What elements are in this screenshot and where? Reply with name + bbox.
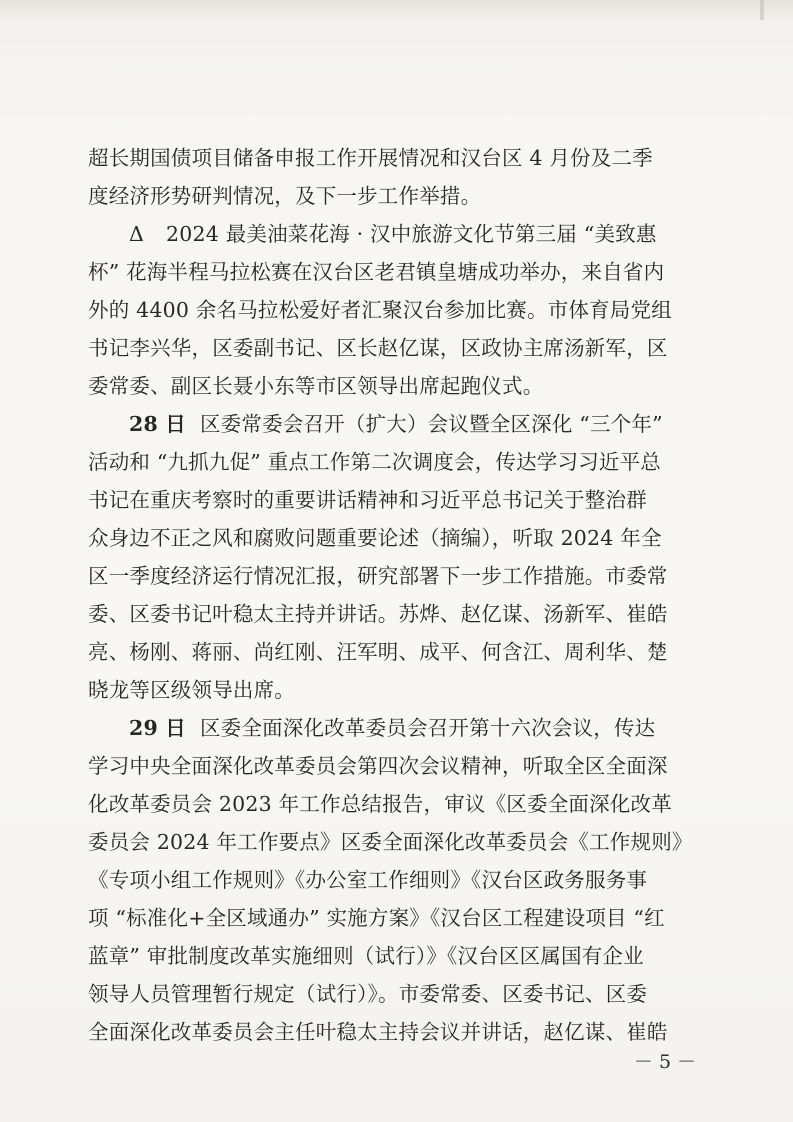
- paragraph-3-line-7: 亮、杨刚、蒋丽、尚红刚、汪军明、成平、何含江、周利华、楚: [88, 640, 668, 664]
- page-number: － 5 －: [634, 1051, 697, 1073]
- date-label-29: 29 日: [129, 716, 186, 740]
- paragraph-3-line-4: 众身边不正之风和腐败问题重要论述（摘编），听取 2024 年全: [88, 526, 662, 550]
- paragraph-2-line-2: 杯” 花海半程马拉松赛在汉台区老君镇皇塘成功举办，来自省内: [88, 260, 665, 284]
- paragraph-3-line-8: 晓龙等区级领导出席。: [88, 678, 295, 702]
- paragraph-3-line-1: [129, 405, 663, 443]
- paragraph-3-line-2: 活动和 “九抓九促” 重点工作第二次调度会，传达学习习近平总: [88, 450, 661, 474]
- scan-artifact-mark: [760, 0, 764, 20]
- paragraph-4-line-8: 领导人员管理暂行规定（试行）》。市委常委、区委书记、区委: [88, 982, 648, 1006]
- paragraph-4-line-7: 蓝章” 审批制度改革实施细则（试行）》《汉台区区属国有企业: [88, 944, 644, 968]
- date-label-28: 28 日: [129, 412, 186, 436]
- paragraph-2-line-1-text: 2024 最美油菜花海 · 汉中旅游文化节第三届 “美致惠: [166, 222, 657, 246]
- paragraph-1-line-2: 度经济形势研判情况，及下一步工作举措。: [88, 184, 482, 208]
- paragraph-3-line-5: 区一季度经济运行情况汇报，研究部署下一步工作措施。市委常: [88, 564, 668, 588]
- paragraph-4-line-5: 《专项小组工作规则》《办公室工作细则》《汉台区政务服务事: [88, 868, 648, 892]
- paragraph-2-line-4: 书记李兴华，区委副书记、区长赵亿谋，区政协主席汤新军，区: [88, 336, 668, 360]
- paragraph-4-line-4: 委员会 2024 年工作要点》区委全面深化改革委员会《工作规则》: [88, 830, 693, 854]
- paragraph-4-line-1: [129, 709, 655, 747]
- paragraph-4-line-3: 化改革委员会 2023 年工作总结报告，审议《区委全面深化改革: [88, 792, 672, 816]
- scan-edge-shadow: [0, 0, 793, 22]
- paragraph-4-line-1-text: 区委全面深化改革委员会召开第十六次会议，传达: [199, 716, 656, 740]
- paragraph-4-line-6: 项 “标准化+全区域通办” 实施方案》《汉台区工程建设项目 “红: [88, 906, 665, 930]
- triangle-bullet: Δ: [129, 222, 145, 246]
- paragraph-2-line-1: [129, 215, 657, 253]
- paragraph-2-line-3: 外的 4400 余名马拉松爱好者汇聚汉台参加比赛。市体育局党组: [88, 298, 672, 322]
- paragraph-3-line-1-text: 区委常委会召开（扩大）会议暨全区深化 “三个年”: [199, 412, 663, 436]
- paragraph-4-line-2: 学习中央全面深化改革委员会第四次会议精神，听取全区全面深: [88, 754, 668, 778]
- paragraph-4-line-9: 全面深化改革委员会主任叶稳太主持会议并讲话，赵亿谋、崔皓: [88, 1020, 668, 1044]
- paragraph-3-line-6: 委、区委书记叶稳太主持并讲话。苏烨、赵亿谋、汤新军、崔皓: [88, 602, 668, 626]
- paragraph-3-line-3: 书记在重庆考察时的重要讲话精神和习近平总书记关于整治群: [88, 488, 647, 512]
- paragraph-2-line-5: 委常委、副区长聂小东等市区领导出席起跑仪式。: [88, 374, 544, 398]
- paragraph-1-line-1: 超长期国债项目储备申报工作开展情况和汉台区 4 月份及二季: [88, 146, 653, 170]
